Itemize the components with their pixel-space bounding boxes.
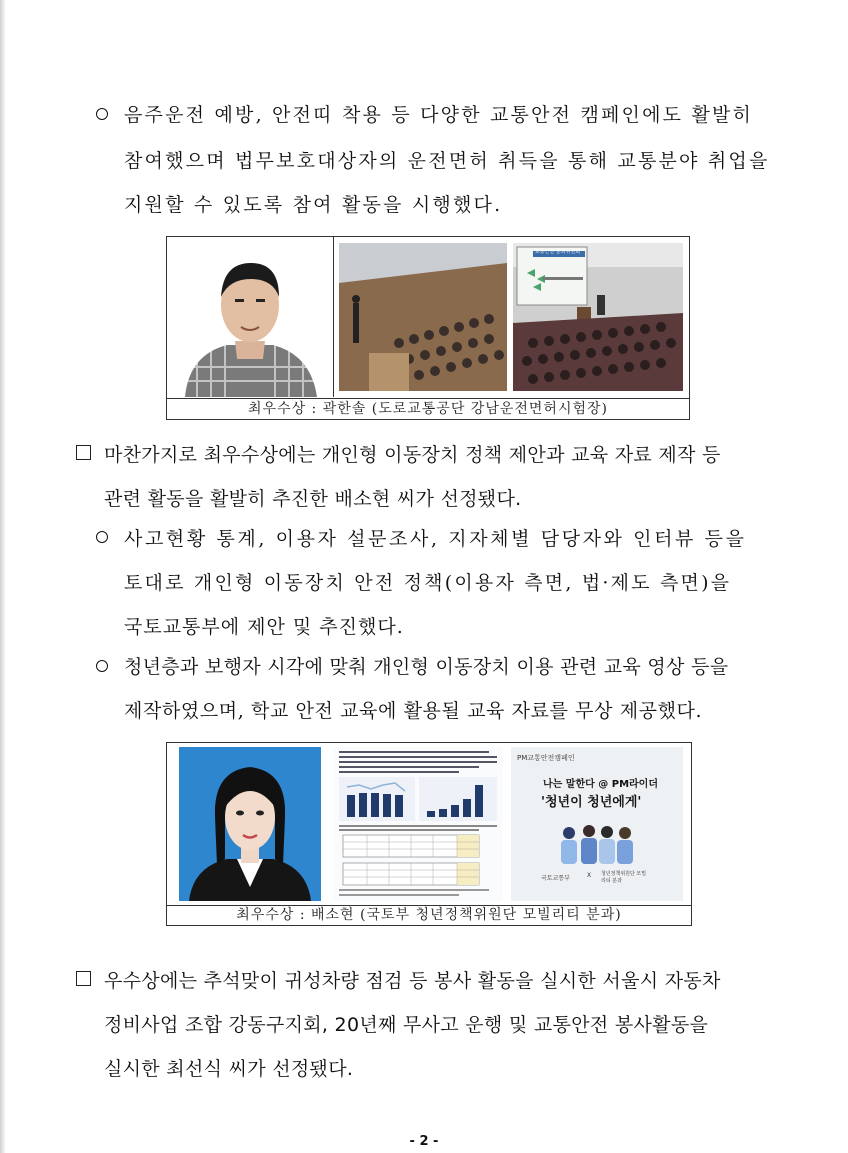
statistics-infographic	[333, 747, 503, 901]
circle-bullet-icon	[96, 660, 108, 672]
paragraph-line: 마찬가지로 최우수상에는 개인형 이동장치 정책 제안과 교육 자료 제작 등	[104, 444, 721, 466]
paragraph-line: 토대로 개인형 이동장치 안전 정책(이용자 측면, 법·제도 측면)을	[124, 572, 732, 594]
figure-caption: 최우수상 : 곽한솔 (도로교통공단 강남운전면허시험장)	[167, 398, 689, 419]
poster-cross: X	[587, 872, 592, 879]
people-illustration	[555, 823, 639, 867]
campaign-poster	[511, 747, 683, 901]
paragraph-line: 참여했으며 법무보호대상자의 운전면허 취득을 통해 교통분야 취업을	[124, 150, 770, 172]
paragraph-line: 우수상에는 추석맞이 귀성차량 점검 등 봉사 활동을 실시한 서울시 자동차	[104, 970, 721, 992]
paragraph-line: 관련 활동을 활발히 추진한 배소현 씨가 선정됐다.	[104, 488, 522, 510]
poster-tag: PM교통안전캠페인	[517, 754, 575, 762]
circle-bullet-icon	[96, 531, 108, 543]
paragraph-line: 실시한 최선식 씨가 선정됐다.	[104, 1058, 354, 1080]
lecture-hall-photo-1	[339, 243, 507, 391]
paragraph-line: 국토교통부에 제안 및 추진했다.	[124, 616, 404, 638]
portrait-photo-1	[167, 237, 334, 397]
paragraph-line: 제작하였으며, 학교 안전 교육에 활용될 교육 자료를 무상 제공했다.	[124, 700, 703, 722]
poster-line-1: 나는 말한다 @ PM라이더	[543, 779, 659, 790]
square-bullet-icon	[76, 971, 91, 986]
paragraph-line: 지원할 수 있도록 참여 활동을 시행했다.	[124, 194, 503, 216]
paragraph-line: 음주운전 예방, 안전띠 착용 등 다양한 교통안전 캠페인에도 활발히	[124, 104, 754, 126]
page-edge-shadow	[0, 0, 6, 1153]
slide-title: 교통안전 분과위원회	[535, 249, 581, 255]
poster-org-1: 국토교통부	[541, 875, 570, 882]
poster-org-2: 청년정책위원단 모빌리티 분과	[601, 871, 647, 884]
poster-line-2: '청년이 청년에게'	[541, 795, 642, 810]
paragraph-line: 사고현황 통계, 이용자 설문조사, 지자체별 담당자와 인터뷰 등을	[124, 528, 747, 550]
figure-caption: 최우수상 : 배소현 (국토부 청년정책위원단 모빌리티 분과)	[167, 905, 691, 925]
square-bullet-icon	[76, 445, 91, 460]
portrait-photo-2	[179, 747, 321, 901]
circle-bullet-icon	[96, 108, 108, 120]
page-number: - 2 -	[409, 1134, 439, 1149]
paragraph-line: 청년층과 보행자 시각에 맞춰 개인형 이동장치 이용 관련 교육 영상 등을	[124, 656, 729, 678]
paragraph-line: 정비사업 조합 강동구지회, 20년째 무사고 운행 및 교통안전 봉사활동을	[104, 1014, 709, 1036]
figure-1	[166, 236, 690, 420]
figure-2	[166, 742, 692, 926]
lecture-hall-photo-2	[513, 243, 683, 391]
